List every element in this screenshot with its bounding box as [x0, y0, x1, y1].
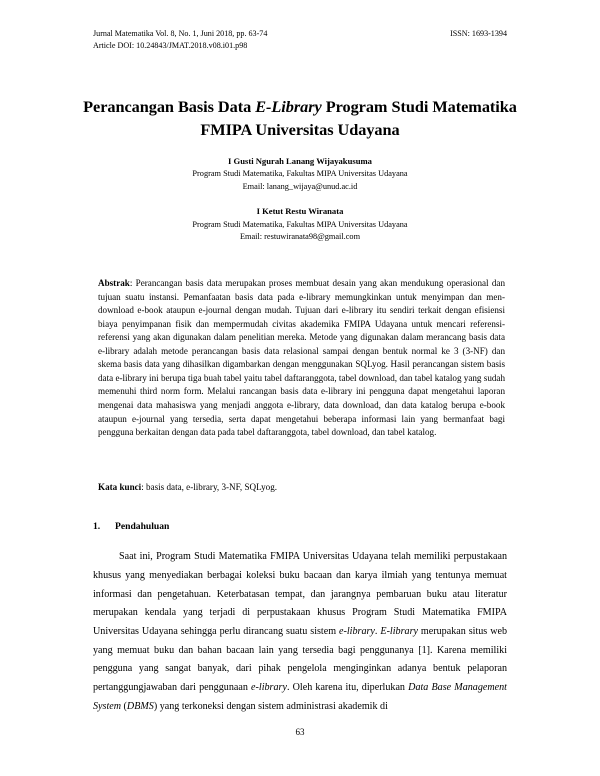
- par-segment-3: merupakan situs web yang memuat buku dan bahan bacaan lain yang tersedia bagi penggunanya [1]. Karena memiliki pengguna yang sangat banyak, dari pihak pengelola menginginkan adanya bentuk pelaporan pertanggungjawaban dari penggunaan: [93, 625, 508, 694]
- running-head-row: [93, 28, 507, 40]
- abstract-label: Abstrak: [98, 278, 130, 289]
- running-head: [93, 28, 507, 52]
- keywords-paragraph: [98, 481, 505, 495]
- title-part-1: Perancangan Basis Data: [83, 96, 256, 116]
- keywords-text: basis data, e-library, 3-NF, SQLyog.: [146, 482, 278, 493]
- par-segment-1: Saat ini, Program Studi Matematika FMIPA Universitas Udayana telah memiliki perpustakaan khusus yang menyediakan berbagai koleksi buku bacaan dan karya ilmiah yang tentunya memuat informasi dan pengetahuan. Keterbatasan tempat, dan jarangnya pembaruan buku atau literatur merupakan kendala yang terjadi di perpustakaan khusus Program Studi Matematika FMIPA Universitas Udayana sehingga perlu dirancang suatu sistem: [93, 551, 507, 637]
- par-segment-6: ) yang terkoneksi dengan sistem administrasi akademik di: [153, 700, 388, 712]
- title-part-2: Program Studi Matematika FMIPA Universitas Udayana: [200, 96, 517, 140]
- abstract-paragraph: [98, 277, 505, 440]
- section-title: Pendahuluan: [115, 520, 170, 532]
- keywords-label: Kata kunci: [98, 482, 142, 493]
- author-affiliation: Program Studi Matematika, Fakultas MIPA Universitas Udayana: [192, 219, 408, 229]
- par-italic-5: DBMS: [126, 700, 154, 712]
- par-segment-4: . Oleh karena itu, diperlukan: [286, 682, 409, 694]
- page-title: [75, 95, 525, 142]
- article-doi: Article DOI: 10.24843/JMAT.2018.v08.i01.p98: [93, 41, 248, 51]
- author-block: [75, 205, 525, 243]
- author-name: I Ketut Restu Wiranata: [256, 206, 344, 217]
- par-italic-1: e-library: [339, 625, 375, 637]
- page-number: 63: [295, 727, 305, 737]
- author-affiliation: Program Studi Matematika, Fakultas MIPA Universitas Udayana: [192, 169, 408, 179]
- author-email: Email: restuwiranata98@gmail.com: [239, 232, 361, 242]
- keywords-separator: :: [141, 482, 147, 493]
- par-italic-4: Data Base Management System: [93, 682, 507, 712]
- journal-citation: Jurnal Matematika Vol. 8, No. 1, Juni 2018, pp. 63-74: [93, 29, 268, 38]
- par-italic-2: E-library: [380, 625, 418, 637]
- par-segment-2: .: [374, 625, 381, 637]
- author-email: Email: lanang_wijaya@unud.ac.id: [242, 181, 358, 191]
- title-italic-term: E-Library: [255, 96, 322, 116]
- issn-label: ISSN: 1693-1394: [450, 29, 507, 38]
- author-list: [75, 155, 525, 244]
- abstract-text: Perancangan basis data merupakan proses membuat desain yang akan mendukung operasional dan tujuan suatu instansi. Pemanfaatan basis data pada e-library memungkinkan untuk menyimpan dan men-download e-book ataupun e-journal dengan mudah. Tujuan dari e-library itu sendiri terkait dengan efisiensi biaya penyimpanan fisik dan mempermudah civitas akademika FMIPA Udayana untuk mencari referensi-referensi yang akan digunakan dalam penelitian mereka. Metode yang digunakan dalam merancang basis data e-library adalah metode perancangan basis data relasional sampai dengan bentuk normal ke 3 (3-NF) dan skema basis data yang dihasilkan digambarkan dengan menggunakan SQLyog. Hasil perancangan sistem basis data e-library ini berupa tiga buah tabel yaitu tabel daftaranggota, tabel download, dan tabel katalog yang sudah memenuhi third norm form. Melalui rancangan basis data e-library ini pengguna dapat mengetahui laporan mengenai data mahasiswa yang menjadi anggota e-library, data download, dan data katalog berupa e-book ataupun e-journal yang tersedia, serta dapat mengetahui beberapa informasi lain yang bermanfaat bagi pengguna berkaitan dengan data pada tabel daftaranggota, tabel download, dan tabel katalog.: [98, 278, 505, 438]
- introduction-paragraph: [93, 548, 507, 716]
- par-italic-3: e-library: [251, 682, 287, 694]
- section-heading: [93, 520, 507, 534]
- par-segment-5: (: [121, 700, 127, 712]
- section-number: 1.: [93, 520, 101, 532]
- abstract-separator: :: [129, 278, 136, 289]
- author-block: [75, 155, 525, 193]
- author-name: I Gusti Ngurah Lanang Wijayakusuma: [228, 156, 372, 166]
